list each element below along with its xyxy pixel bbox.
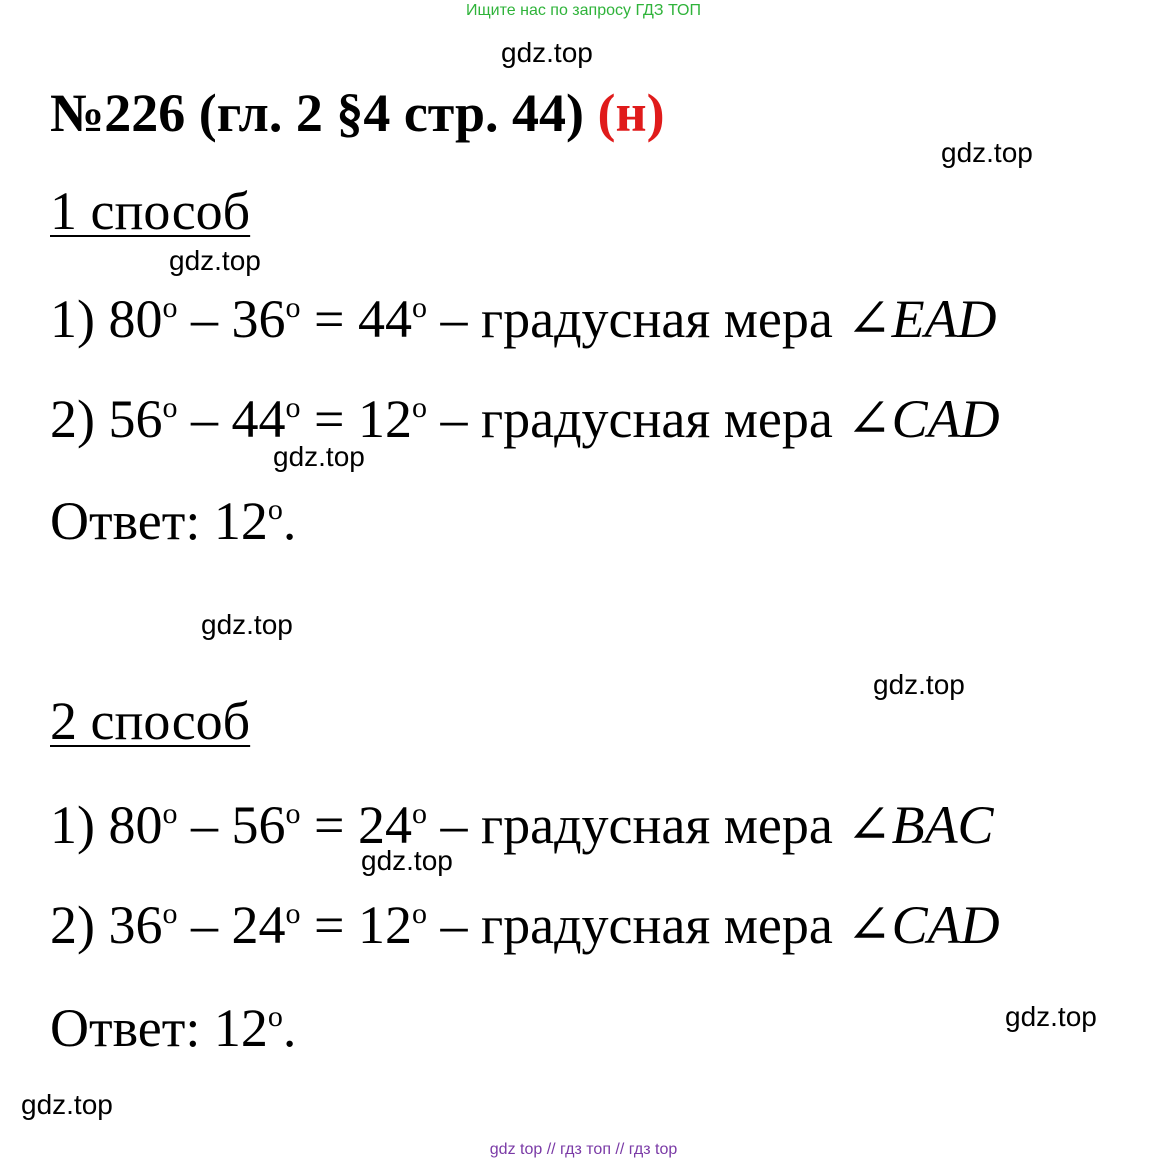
watermark: gdz.top — [201, 609, 293, 640]
footer-links[interactable]: gdz top // гдз топ // гдз top — [489, 1141, 678, 1158]
problem-title — [50, 82, 665, 144]
method1-step2: 2) $56^о - 44^о = 12^о$ – градусная мера ∠CAD — [50, 389, 1000, 449]
method2-heading: 2 способ — [50, 691, 251, 751]
method1-answer: Ответ: $12^о$. — [50, 491, 297, 551]
problem-title-main: №226 (гл. 2 §4 стр. 44) — [50, 83, 584, 143]
watermark: gdz.top — [169, 245, 261, 276]
watermark: gdz.top — [941, 137, 1033, 168]
watermark: gdz.top — [873, 669, 965, 700]
watermark: gdz.top — [1005, 1001, 1097, 1032]
angle-icon: ∠ — [846, 795, 892, 855]
top-banner-link[interactable]: Ищите нас по запросу ГДЗ ТОП — [466, 2, 701, 19]
method1-step1: 1) $80^о - 36^о = 44^о$ – градусная мера ∠EAD — [50, 289, 997, 349]
watermark: gdz.top — [361, 845, 453, 876]
watermark: gdz.top — [273, 441, 365, 472]
method2-step2: 2) $36^о - 24^о = 12^о$ – градусная мера ∠CAD — [50, 895, 1000, 955]
method1-heading: 1 способ — [50, 181, 251, 241]
angle-icon: ∠ — [846, 389, 892, 449]
angle-icon: ∠ — [846, 289, 892, 349]
watermark: gdz.top — [501, 37, 593, 68]
method2-answer: Ответ: $12^о$. — [50, 998, 297, 1058]
problem-mark: (н) — [597, 83, 665, 143]
watermark: gdz.top — [21, 1089, 113, 1120]
angle-icon: ∠ — [846, 895, 892, 955]
method2-step1: 1) $80^о - 56^о = 24^о$ – градусная мера ∠BAC — [50, 795, 994, 855]
